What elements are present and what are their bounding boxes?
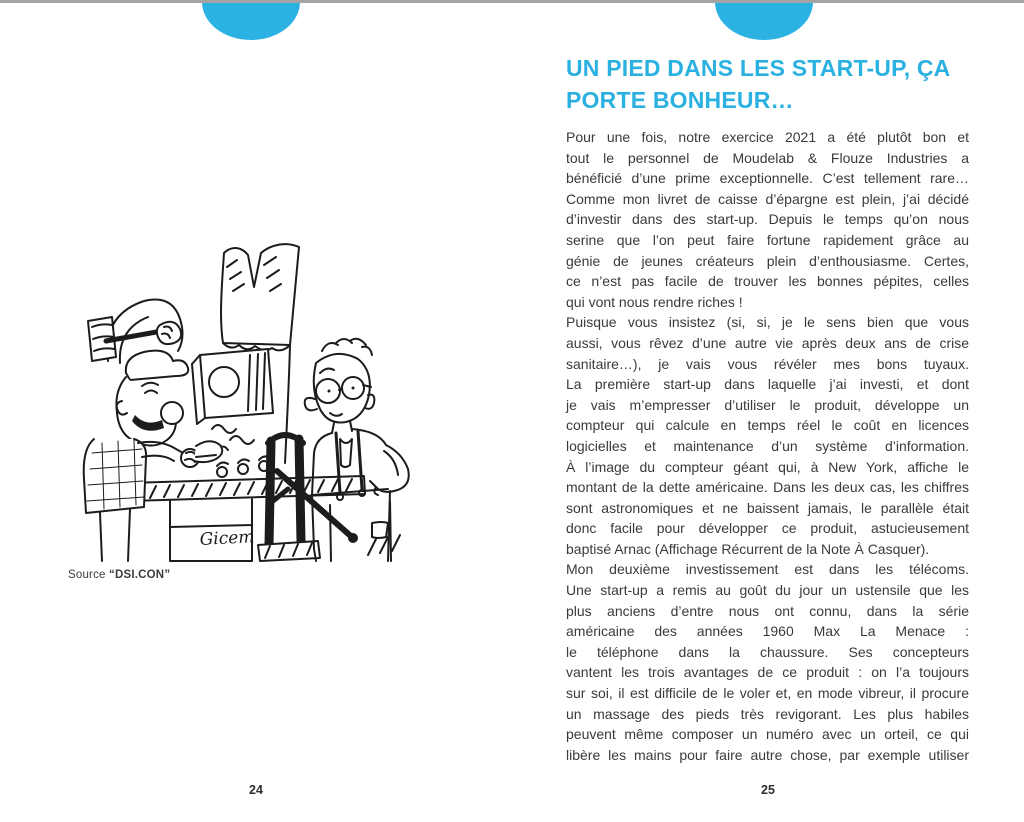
article-title-line2: PORTE BONHEUR… bbox=[566, 87, 794, 113]
article-title-line1: UN PIED DANS LES START-UP, ÇA bbox=[566, 55, 951, 81]
decorative-circle-right bbox=[715, 0, 813, 40]
body-line: Pour une fois, notre exercice 2021 a été plutôt bon et bbox=[566, 129, 969, 145]
body-line: sont astronomiques et ne baissent jamais, le parallèle était bbox=[566, 499, 969, 516]
caption-source: “DSI.CON” bbox=[109, 569, 171, 581]
body-line: aussi, vous rêvez d’une autre vie après deux ans de crise bbox=[566, 334, 969, 351]
body-line: montant de la dette américaine. Dans les deux cas, les chiffres bbox=[566, 479, 969, 496]
body-line: d’investir dans des start-up. Depuis le temps qu’on nous bbox=[566, 211, 969, 228]
image-caption bbox=[68, 569, 170, 581]
page-number-left: 24 bbox=[249, 783, 263, 797]
body-line: bénéficié d’une prime exceptionnelle. C’est tellement rare… bbox=[566, 170, 969, 187]
body-line: américaine des années 1960 Max La Menace : bbox=[566, 623, 969, 640]
body-line: donc facile pour développer ce produit, astucieusement bbox=[566, 520, 969, 537]
artist-signature: Gicem bbox=[199, 527, 255, 550]
body-line: vantent les trois avantages de ce produit : on l’a toujours bbox=[566, 664, 969, 681]
body-line: libère les mains pour faire autre chose, par exemple utiliser bbox=[566, 746, 969, 763]
body-line: Mon deuxième investissement est dans les télécoms. bbox=[566, 561, 969, 578]
body-line: ce n’est pas facile de trouver les bonnes pépites, celles bbox=[566, 273, 969, 290]
body-line: baptisé Arnac (Affichage Récurrent de la Note À Casquer). bbox=[566, 540, 930, 557]
caption-prefix: Source bbox=[68, 569, 106, 581]
body-line: un massage des pieds très revigorant. Les plus habiles bbox=[566, 705, 969, 722]
cartoon-illustration bbox=[72, 243, 454, 565]
body-line: peuvent même composer un numéro avec un orteil, ce qui bbox=[566, 726, 969, 743]
old-cobbler bbox=[84, 299, 223, 561]
body-line: génie de jeunes créateurs plein d’enthousiasme. Certes, bbox=[566, 252, 969, 269]
body-line: À l’image du compteur géant qui, à New York, affiche le bbox=[566, 458, 969, 475]
small-shoes-on-bench bbox=[217, 456, 270, 477]
page-number-right: 25 bbox=[761, 783, 775, 797]
body-line: je vais m’empresser d’utiliser le produit, développe un bbox=[566, 396, 969, 413]
body-line: compteur qui calcule en temps réel le coût en licences bbox=[566, 417, 969, 434]
page-top-rule bbox=[0, 0, 1024, 3]
article-title bbox=[566, 52, 978, 116]
body-line: Une start-up a remis au goût du jour un ustensile que les bbox=[566, 582, 969, 599]
decorative-circle-left bbox=[202, 0, 300, 40]
body-line: serine que l’on peut faire fortune rapidement grâce au bbox=[566, 231, 969, 248]
body-line: La première start-up dans laquelle j’ai investi, et dont bbox=[566, 376, 969, 393]
body-line: Comme mon livret de caisse d’épargne est plein, j’ai décidé bbox=[566, 190, 969, 207]
article-body bbox=[566, 127, 969, 765]
body-line: qui vont nous rendre riches ! bbox=[566, 293, 743, 310]
body-line: sanitaire…), je vais vous révéler mes bons tuyaux. bbox=[566, 355, 969, 372]
body-line: plus anciens d’entre nous ont connu, dans la série bbox=[566, 602, 969, 619]
body-line: sur soi, il est difficile de le voler et, en mode vibreur, il procure bbox=[566, 685, 969, 702]
counter-box bbox=[192, 349, 273, 450]
young-man bbox=[305, 339, 409, 561]
body-line: tout le personnel de Moudelab & Flouze Industries a bbox=[566, 149, 969, 166]
body-line: Puisque vous insistez (si, si, je le sens bien que vous bbox=[566, 314, 969, 331]
body-line: logicielles et maintenance d’un système d’information. bbox=[566, 437, 969, 454]
body-line: le téléphone dans la chaussure. Ses concepteurs bbox=[566, 643, 969, 660]
